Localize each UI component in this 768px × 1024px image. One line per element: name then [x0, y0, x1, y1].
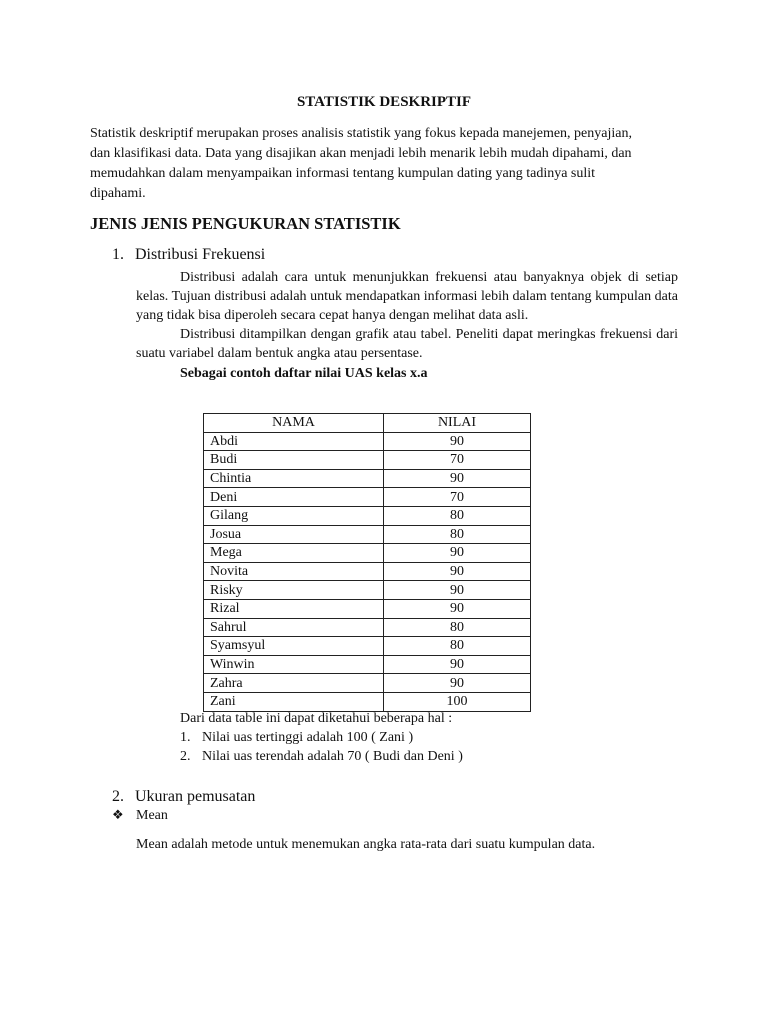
intro-paragraph [90, 124, 686, 204]
cell-score: 90 [384, 655, 531, 674]
cell-score: 90 [384, 432, 531, 451]
cell-score: 90 [384, 581, 531, 600]
cell-name: Deni [204, 488, 384, 507]
diamond-bullet-icon: ❖ [112, 808, 124, 823]
mean-bullet [112, 808, 168, 824]
cell-name: Budi [204, 451, 384, 470]
cell-score: 80 [384, 637, 531, 656]
section-2-title [112, 788, 255, 806]
score-table [203, 413, 531, 712]
intro-line: dipahami. [90, 186, 146, 201]
cell-score: 80 [384, 618, 531, 637]
intro-line: dan klasifikasi data. Data yang disajikan akan menjadi lebih menarik lebih mudah dipahami, dan [90, 146, 632, 161]
table-row [204, 618, 531, 637]
cell-name: Rizal [204, 599, 384, 618]
table-note: Dari data table ini dapat diketahui beberapa hal : [180, 711, 453, 726]
table-row [204, 655, 531, 674]
table-row [204, 674, 531, 693]
section-1-label: Distribusi Frekuensi [135, 246, 266, 263]
cell-score: 80 [384, 506, 531, 525]
mean-definition: Mean adalah metode untuk menemukan angka rata-rata dari suatu kumpulan data. [136, 837, 596, 852]
cell-name: Abdi [204, 432, 384, 451]
cell-score: 90 [384, 674, 531, 693]
table-row [204, 488, 531, 507]
cell-name: Risky [204, 581, 384, 600]
cell-score: 70 [384, 488, 531, 507]
finding-number: 1. [180, 730, 191, 745]
section-2-label: Ukuran pemusatan [135, 788, 256, 805]
cell-score: 70 [384, 451, 531, 470]
cell-name: Novita [204, 562, 384, 581]
table-row [204, 637, 531, 656]
page-title: STATISTIK DESKRIPTIF [296, 94, 472, 110]
paragraph-distribution-display: Distribusi ditampilkan dengan grafik atau tabel. Peneliti dapat meringkas frekuensi dari suatu variabel dalam bentuk angka atau persentase. [136, 327, 678, 361]
cell-score: 90 [384, 544, 531, 563]
finding-number: 2. [180, 749, 191, 764]
finding-text: Nilai uas tertinggi adalah 100 ( Zani ) [202, 730, 414, 745]
table-row [204, 692, 531, 711]
cell-score: 80 [384, 525, 531, 544]
table-row [204, 544, 531, 563]
finding-item [180, 749, 463, 765]
intro-line: Statistik deskriptif merupakan proses analisis statistik yang fokus kepada manejemen, penyajian, [90, 126, 632, 141]
table-row [204, 525, 531, 544]
table-row [204, 562, 531, 581]
cell-name: Gilang [204, 506, 384, 525]
cell-score: 90 [384, 599, 531, 618]
cell-name: Syamsyul [204, 637, 384, 656]
cell-score: 90 [384, 469, 531, 488]
cell-name: Mega [204, 544, 384, 563]
column-header-score: NILAI [384, 414, 531, 433]
finding-text: Nilai uas terendah adalah 70 ( Budi dan Deni ) [202, 749, 463, 764]
section-2-number: 2. [112, 788, 124, 805]
cell-name: Zani [204, 692, 384, 711]
cell-name: Chintia [204, 469, 384, 488]
section-heading: JENIS JENIS PENGUKURAN STATISTIK [90, 214, 401, 233]
section-1-number: 1. [112, 246, 124, 263]
table-row [204, 469, 531, 488]
cell-name: Sahrul [204, 618, 384, 637]
section-1-body [136, 268, 678, 363]
table-row [204, 581, 531, 600]
cell-name: Winwin [204, 655, 384, 674]
cell-score: 100 [384, 692, 531, 711]
intro-line: memudahkan dalam menyampaikan informasi tentang kumpulan dating yang tadinya sulit [90, 166, 596, 181]
example-label: Sebagai contoh daftar nilai UAS kelas x.a [180, 366, 428, 381]
table-header-row [204, 414, 531, 433]
table-row [204, 599, 531, 618]
finding-item [180, 730, 413, 746]
cell-score: 90 [384, 562, 531, 581]
table-row [204, 432, 531, 451]
table-row [204, 506, 531, 525]
cell-name: Zahra [204, 674, 384, 693]
section-1-title [112, 246, 265, 264]
paragraph-distribution-definition: Distribusi adalah cara untuk menunjukkan frekuensi atau banyaknya objek di setiap kelas. Tujuan distribusi adalah untuk mendapatkan informasi lebih dalam tentang kumpulan data yang tidak bisa diperoleh secara cepat hanya dengan melihat data asli. [136, 270, 678, 323]
mean-bullet-label: Mean [136, 808, 168, 823]
column-header-name: NAMA [204, 414, 384, 433]
table-row [204, 451, 531, 470]
cell-name: Josua [204, 525, 384, 544]
